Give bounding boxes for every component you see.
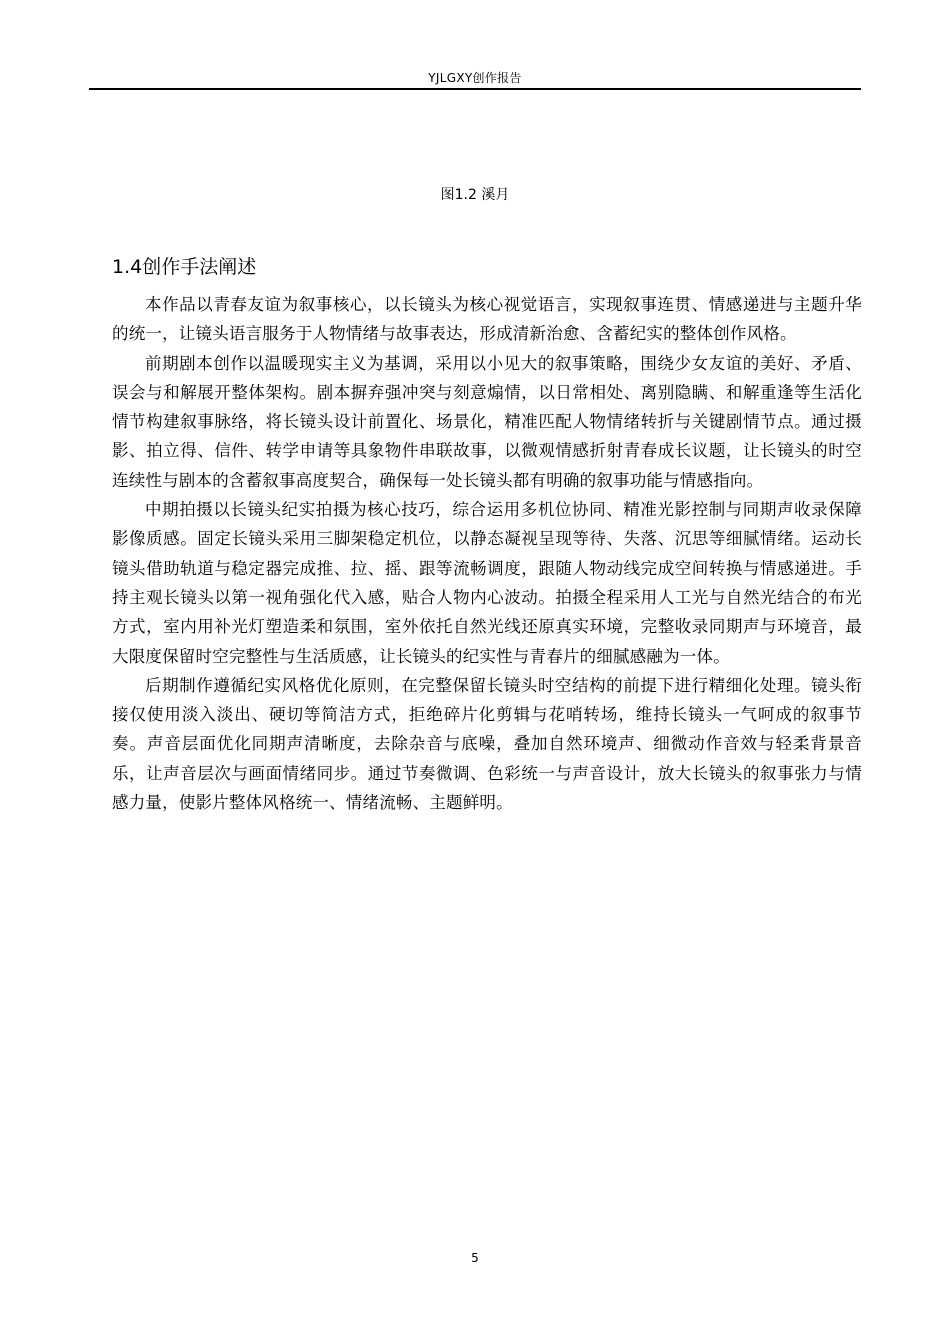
figure-caption: 图1.2 溪月 — [440, 187, 510, 203]
body-paragraph: 前期剧本创作以温暖现实主义为基调，采用以小见大的叙事策略，围绕少女友谊的美好、矛盾、误会与和解展开整体架构。剧本摒弃强冲突与刻意煽情，以日常相处、离别隐瞒、和解重逢等生活化情节构建叙事脉络，将长镜头设计前置化、场景化，精准匹配人物情绪转折与关键剧情节点。通过摄影、拍立得、信件、转学申请等具象物件串联故事，以微观情感折射青春成长议题，让长镜头的时空连续性与剧本的含蓄叙事高度契合，确保每一处长镜头都有明确的叙事功能与情感指向。 — [112, 353, 862, 490]
body-paragraph: 中期拍摄以长镜头纪实拍摄为核心技巧，综合运用多机位协同、精准光影控制与同期声收录保障影像质感。固定长镜头采用三脚架稳定机位，以静态凝视呈现等待、失落、沉思等细腻情绪。运动长镜头借助轨道与稳定器完成推、拉、摇、跟等流畅调度，跟随人物动线完成空间转换与情感递进。手持主观长镜头以第一视角强化代入感，贴合人物内心波动。拍摄全程采用人工光与自然光结合的布光方式，室内用补光灯塑造柔和氛围，室外依托自然光线还原真实环境，完整收录同期声与环境音，最大限度保留时空完整性与生活质感，让长镜头的纪实性与青春片的细腻感融为一体。 — [112, 500, 862, 666]
body-text — [112, 290, 862, 817]
page-number: 5 — [471, 1251, 479, 1265]
header-rule — [89, 88, 861, 90]
body-paragraph: 本作品以青春友谊为叙事核心，以长镜头为核心视觉语言，实现叙事连贯、情感递进与主题升华的统一，让镜头语言服务于人物情绪与故事表达，形成清新治愈、含蓄纪实的整体创作风格。 — [112, 295, 862, 344]
body-paragraph: 后期制作遵循纪实风格优化原则，在完整保留长镜头时空结构的前提下进行精细化处理。镜头衔接仅使用淡入淡出、硬切等简洁方式，拒绝碎片化剪辑与花哨转场，维持长镜头一气呵成的叙事节奏。声音层面优化同期声清晰度，去除杂音与底噪，叠加自然环境声、细微动作音效与轻柔背景音乐，让声音层次与画面情绪同步。通过节奏微调、色彩统一与声音设计，放大长镜头的叙事张力与情感力量，使影片整体风格统一、情绪流畅、主题鲜明。 — [112, 675, 862, 813]
running-header: YJLGXY创作报告 — [428, 71, 522, 85]
section-heading: 1.4创作手法阐述 — [112, 256, 257, 278]
